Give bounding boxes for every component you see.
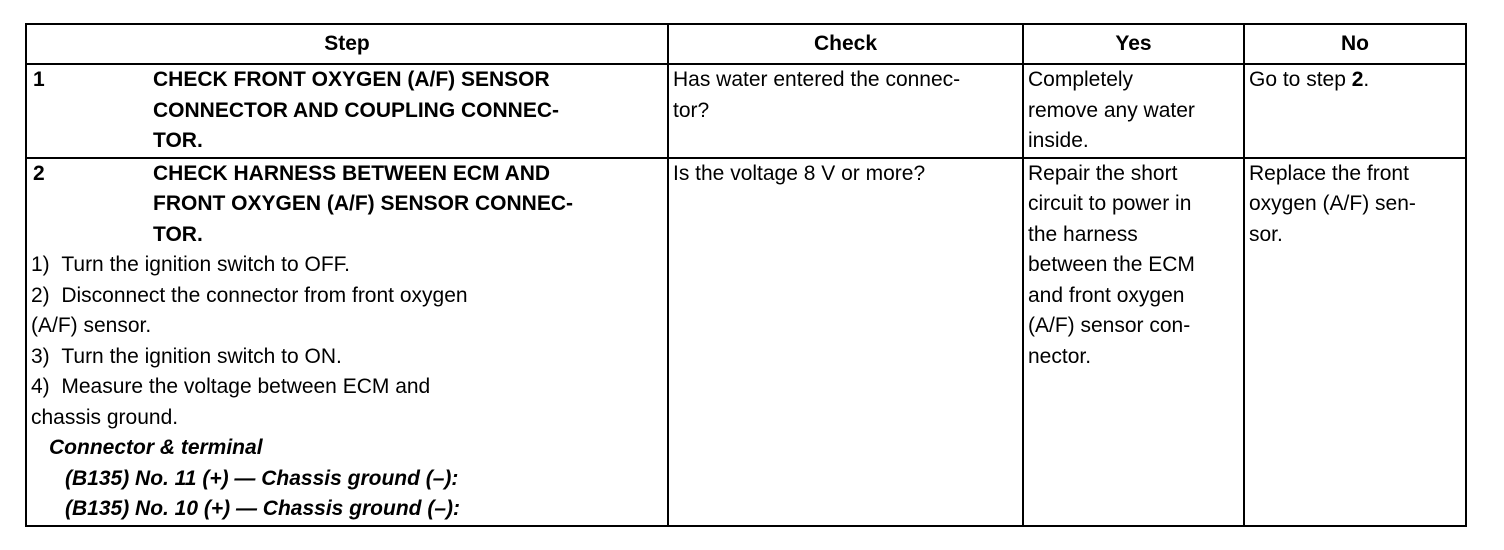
header-no: No xyxy=(1244,24,1466,64)
header-step: Step xyxy=(26,24,668,64)
yes-text: Completely remove any water inside. xyxy=(1028,68,1195,152)
diagnostic-table xyxy=(25,23,1467,527)
step-cell xyxy=(26,64,668,158)
step-title: CHECK FRONT OXYGEN (A/F) SENSOR CONNECTOR AND COUPLING CONNEC- TOR. xyxy=(153,68,560,152)
connector-terminal-line: (B135) No. 10 (+) — Chassis ground (–): xyxy=(65,497,460,520)
no-step-ref: 2 xyxy=(1351,68,1364,91)
no-text xyxy=(1249,65,1461,96)
yes-cell xyxy=(1023,158,1244,526)
step-number: 1 xyxy=(33,68,45,91)
connector-terminal-heading: Connector & terminal xyxy=(49,436,263,459)
check-cell xyxy=(668,64,1023,158)
no-cell xyxy=(1244,158,1466,526)
substep-2: 2) Disconnect the connector from front oxygen xyxy=(31,283,468,307)
no-text-prefix: Go to step xyxy=(1249,68,1352,91)
check-text: Is the voltage 8 V or more? xyxy=(673,161,926,185)
header-check: Check xyxy=(668,24,1023,64)
substep-4: 4) Measure the voltage between ECM and xyxy=(31,375,431,398)
step-number: 2 xyxy=(33,161,45,185)
check-cell xyxy=(668,158,1023,526)
no-cell xyxy=(1244,64,1466,158)
substep-4-continued: chassis ground. xyxy=(31,405,179,429)
table-row xyxy=(26,158,1466,526)
yes-cell xyxy=(1023,64,1244,158)
no-text-suffix: . xyxy=(1363,68,1370,91)
header-row xyxy=(26,24,1466,64)
no-text: Replace the front oxygen (A/F) sen- sor. xyxy=(1249,161,1416,246)
yes-text: Repair the short circuit to power in the harness between the ECM and front oxygen (A/F) sensor con- nector. xyxy=(1028,161,1195,368)
substep-2-continued: (A/F) sensor. xyxy=(31,314,152,337)
connector-terminal-line: (B135) No. 11 (+) — Chassis ground (–): xyxy=(65,466,459,490)
substep-3: 3) Turn the ignition switch to ON. xyxy=(31,344,342,368)
table-row xyxy=(26,64,1466,158)
header-yes: Yes xyxy=(1023,24,1244,64)
substep-1: 1) Turn the ignition switch to OFF. xyxy=(31,253,351,276)
check-text: Has water entered the connec- tor? xyxy=(673,68,961,122)
step-title: CHECK HARNESS BETWEEN ECM AND FRONT OXYGEN (A/F) SENSOR CONNEC- TOR. xyxy=(153,161,574,246)
step-cell xyxy=(26,158,668,526)
